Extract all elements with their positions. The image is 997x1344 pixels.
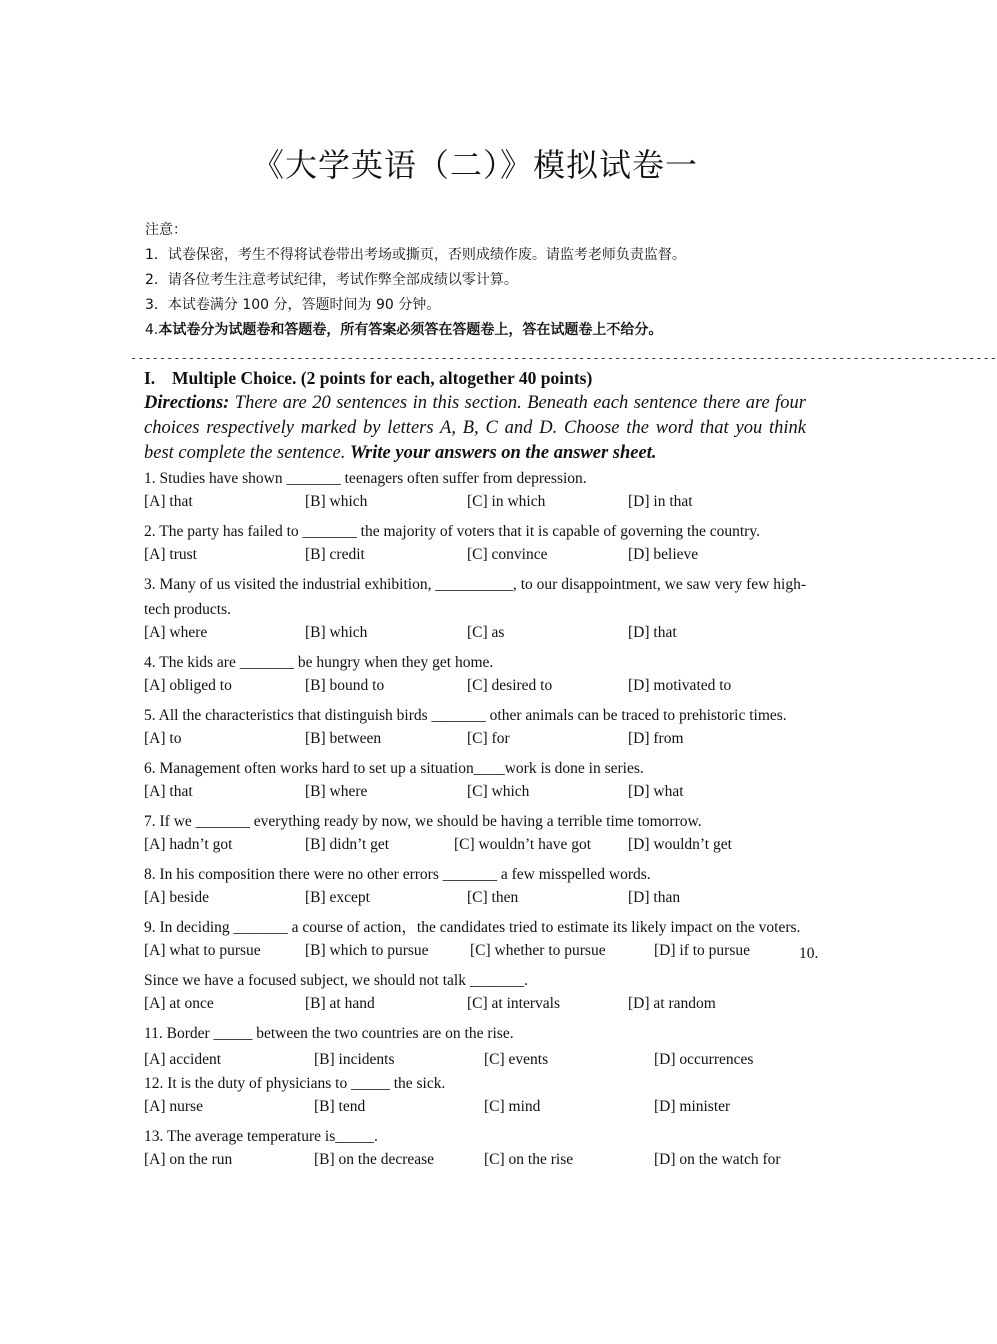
option-c: [C] in which [467, 493, 546, 510]
option-a: [A] what to pursue [144, 942, 261, 959]
question-stem: 4. The kids are _______ be hungry when they get home. [144, 654, 494, 671]
option-a: [A] beside [144, 889, 209, 906]
section-heading [144, 366, 806, 391]
question-stem: 5. All the characteristics that distinguish birds _______ other animals can be traced to prehistoric times. [144, 707, 787, 724]
directions-label: Directions: [144, 393, 230, 413]
section-title: Multiple Choice. (2 points for each, altogether 40 points) [172, 368, 593, 388]
question-stem: 11. Border _____ between the two countries are on the rise. [144, 1025, 514, 1042]
option-c: [C] mind [484, 1098, 541, 1115]
cut-line-divider: ------------------------------------------------------------------------------------------------------------------------ [130, 351, 997, 365]
notice-item-4-number: 4. [145, 322, 159, 338]
option-b: [B] credit [305, 546, 365, 563]
option-c: [C] for [467, 730, 510, 747]
option-d: [D] in that [628, 493, 693, 510]
question-options [144, 781, 806, 803]
option-a: [A] obliged to [144, 677, 232, 694]
option-d: [D] believe [628, 546, 699, 563]
question-stem: 6. Management often works hard to set up a situation____work is done in series. [144, 760, 644, 777]
question-options [144, 728, 806, 750]
option-b: [B] didn’t get [305, 836, 390, 853]
option-a: [A] trust [144, 546, 197, 563]
notice-item: 1．试卷保密，考生不得将试卷带出考场或撕页，否则成绩作废。请监考老师负责监督。 [145, 247, 686, 263]
question-stem: 8. In his composition there were no other errors _______ a few misspelled words. [144, 866, 651, 883]
option-d: [D] what [628, 783, 684, 800]
option-a: [A] accident [144, 1051, 222, 1068]
notice-block [145, 218, 825, 343]
option-a: [A] to [144, 730, 182, 747]
question-options [144, 1049, 806, 1071]
option-c: [C] on the rise [484, 1151, 574, 1168]
option-c: [C] which [467, 783, 530, 800]
notice-item: 2．请各位考生注意考试纪律，考试作弊全部成绩以零计算。 [145, 272, 518, 288]
option-d: [D] that [628, 624, 677, 641]
option-b: [B] between [305, 730, 382, 747]
option-b: [B] bound to [305, 677, 385, 694]
option-c: [C] as [467, 624, 505, 641]
question-stem: Since we have a focused subject, we should not talk _______. [144, 972, 528, 989]
question-stem: 1. Studies have shown _______ teenagers often suffer from depression. [144, 470, 587, 487]
section-number: I. [144, 368, 156, 388]
option-c: [C] desired to [467, 677, 553, 694]
question-options [144, 622, 806, 644]
option-a: [A] nurse [144, 1098, 203, 1115]
question-stem: 7. If we _______ everything ready by now, we should be having a terrible time tomorrow. [144, 813, 702, 830]
option-b: [B] on the decrease [314, 1151, 435, 1168]
option-d: [D] motivated to [628, 677, 732, 694]
option-b: [B] where [305, 783, 368, 800]
directions-text: There are 20 sentences in this section. Beneath each sentence there are four choices respectively marked by letters A, B, C and D. Choose the word that you think best complete the sentence. [144, 393, 806, 463]
question-options [144, 1096, 806, 1118]
option-c: [C] events [484, 1051, 549, 1068]
question-options [144, 993, 806, 1015]
option-b: [B] at hand [305, 995, 375, 1012]
directions-emphasis: Write your answers on the answer sheet. [349, 443, 657, 463]
option-a: [A] where [144, 624, 208, 641]
question-stem: 3. Many of us visited the industrial exhibition, __________, to our disappointment, we saw very few high-tech products. [144, 576, 806, 618]
option-c: [C] whether to pursue [470, 942, 606, 959]
option-b: [B] which to pursue [305, 942, 429, 959]
question-options [144, 887, 806, 909]
option-d: [D] minister [654, 1098, 731, 1115]
question-number-10: 10. [799, 945, 819, 962]
option-c: [C] at intervals [467, 995, 560, 1012]
question-options [144, 491, 806, 513]
option-c: [C] then [467, 889, 519, 906]
option-a: [A] that [144, 783, 193, 800]
question-stem: 12. It is the duty of physicians to _____ the sick. [144, 1075, 446, 1092]
question-options [144, 834, 806, 856]
page-title: 《大学英语（二）》模拟试卷一 [251, 146, 698, 184]
option-b: [B] except [305, 889, 370, 906]
notice-item: 3．本试卷满分 100 分，答题时间为 90 分钟。 [145, 297, 441, 313]
option-d: [D] from [628, 730, 684, 747]
option-b: [B] which [305, 493, 368, 510]
option-b: [B] tend [314, 1098, 366, 1115]
notice-item-4 [145, 318, 825, 343]
option-d: [D] at random [628, 995, 716, 1012]
directions [144, 391, 806, 466]
exam-content [144, 366, 819, 1177]
option-b: [B] incidents [314, 1051, 395, 1068]
option-a: [A] that [144, 493, 193, 510]
question-stem: 2. The party has failed to _______ the majority of voters that it is capable of governing the country. [144, 523, 760, 540]
question-options [144, 1149, 806, 1171]
option-d: [D] wouldn’t get [628, 836, 732, 853]
question-options [144, 940, 819, 962]
question-options [144, 675, 806, 697]
option-d: [D] if to pursue [654, 942, 750, 959]
option-a: [A] on the run [144, 1151, 233, 1168]
question-stem: 9. In deciding _______ a course of action，the candidates tried to estimate its likely impact on the voters. [144, 919, 801, 936]
option-d: [D] occurrences [654, 1051, 754, 1068]
notice-item-4-text: 本试卷分为试题卷和答题卷，所有答案必须答在答题卷上，答在试题卷上不给分。 [158, 322, 663, 338]
option-c: [C] convince [467, 546, 548, 563]
option-b: [B] which [305, 624, 368, 641]
option-d: [D] on the watch for [654, 1151, 781, 1168]
notice-heading: 注意： [145, 222, 187, 238]
option-c: [C] wouldn’t have got [454, 836, 592, 853]
question-stem: 13. The average temperature is_____. [144, 1128, 378, 1145]
option-a: [A] at once [144, 995, 214, 1012]
option-d: [D] than [628, 889, 681, 906]
question-options [144, 544, 806, 566]
option-a: [A] hadn’t got [144, 836, 233, 853]
